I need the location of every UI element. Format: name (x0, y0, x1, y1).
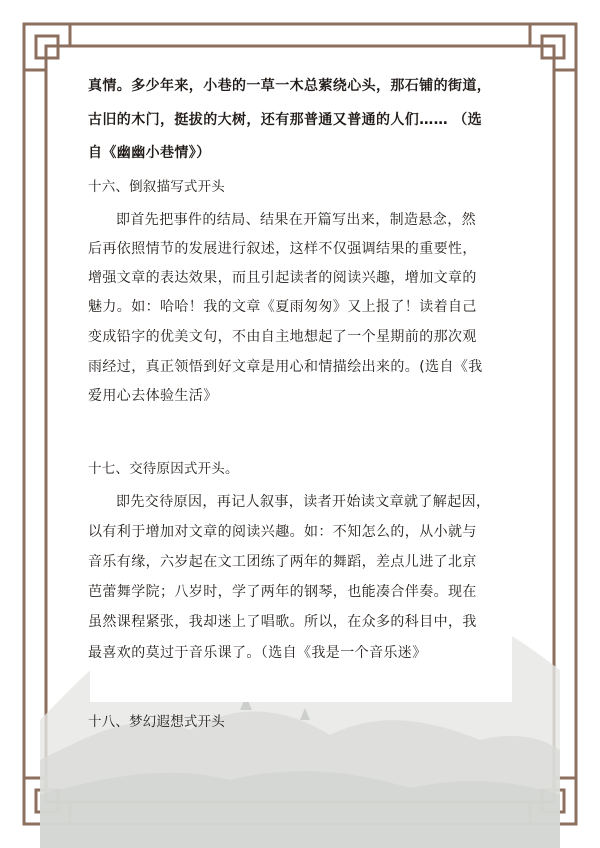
section-18-heading: 十八、梦幻遐想式开头 (88, 714, 225, 730)
section-17-heading: 十七、交待原因式开头。 (88, 461, 239, 477)
section-16-line-1: 即首先把事件的结局、结果在开篇写出来，制造悬念，然 (116, 212, 476, 228)
section-17-line-6: 最喜欢的莫过于音乐课了。（选自《我是一个音乐迷》 (88, 645, 427, 661)
section-16-heading: 十六、倒叙描写式开头 (88, 179, 225, 195)
section-16-line-3: 增强文章的表达效果，而且引起读者的阅读兴趣，增加文章的 (88, 270, 477, 286)
section-16-line-4: 魅力。如：哈哈！我的文章《夏雨匆匆》又上报了！读着自己 (88, 299, 477, 315)
section-17-line-2: 以有利于增加对文章的阅读兴趣。如：不知怎么的，从小就与 (88, 524, 477, 540)
intro-line-1: 真情。多少年来，小巷的一草一木总萦绕心头，那石铺的街道， (88, 78, 492, 94)
intro-line-2: 古旧的木门，挺拔的大树，还有那普通又普通的人们…… （选 (88, 112, 483, 128)
section-17-line-4: 芭蕾舞学院；八岁时，学了两年的钢琴，也能凑合伴奏。现在 (88, 584, 477, 600)
section-17-line-5: 虽然课程紧张，我却迷上了唱歌。所以，在众多的科目中，我 (88, 614, 477, 630)
section-16-line-5: 变成铅字的优美文句，不由自主地想起了一个星期前的那次观 (88, 329, 477, 345)
section-16-line-2: 后再依照情节的发展进行叙述，这样不仅强调结果的重要性， (88, 241, 477, 257)
intro-line-3: 自《幽幽小巷情》） (88, 145, 211, 161)
section-17-line-1: 即先交待原因，再记人叙事，读者开始读文章就了解起因， (116, 494, 491, 510)
section-16-line-6: 雨经过，真正领悟到好文章是用心和情描绘出来的。(选自《我 (88, 359, 483, 375)
section-17-line-3: 音乐有缘，六岁起在文工团练了两年的舞蹈，差点儿进了北京 (88, 554, 477, 570)
section-16-line-7: 爱用心去体验生活》 (88, 388, 218, 404)
